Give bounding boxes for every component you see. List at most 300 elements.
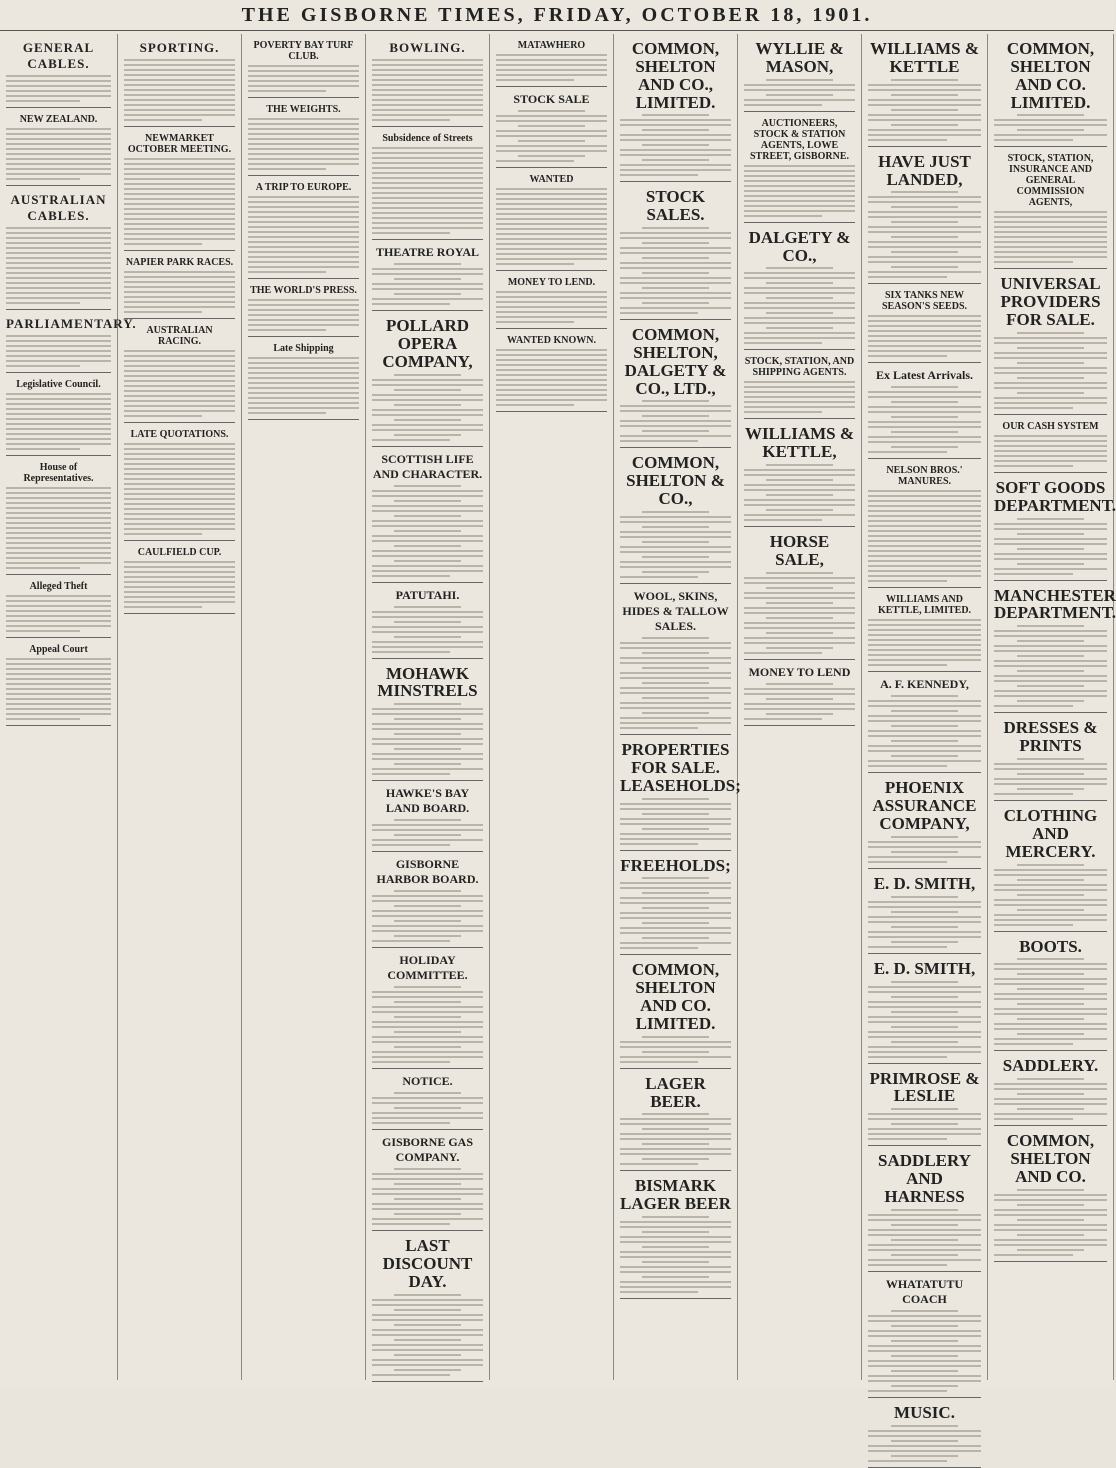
text-line [868, 391, 981, 393]
text-line [766, 282, 833, 284]
text-line [1017, 909, 1085, 911]
article-text-block [372, 986, 483, 1063]
text-line [124, 415, 202, 417]
article-text-block [372, 485, 483, 577]
text-line [868, 1435, 981, 1437]
text-line [6, 562, 111, 564]
article-text-block [620, 1113, 731, 1165]
divider [124, 318, 235, 319]
article-text-block [124, 158, 235, 245]
text-line [394, 920, 461, 922]
text-line [372, 104, 483, 106]
text-line [496, 258, 607, 260]
text-line [6, 688, 111, 690]
text-line [642, 400, 709, 402]
text-line [620, 823, 731, 825]
text-line [372, 1344, 483, 1346]
text-line [994, 1244, 1107, 1246]
text-line [744, 165, 855, 167]
text-line [891, 446, 959, 448]
article-text-block [994, 1189, 1107, 1256]
article-text-block [620, 877, 731, 949]
text-line [124, 311, 202, 313]
text-line [891, 911, 959, 913]
text-line [124, 198, 235, 200]
text-line [868, 276, 947, 278]
text-line [124, 443, 235, 445]
text-line [124, 233, 235, 235]
article-text-block [620, 114, 731, 176]
text-line [766, 494, 833, 496]
text-line [6, 90, 111, 92]
text-line [372, 575, 450, 577]
column-heading: SADDLERY. [1002, 1056, 1099, 1076]
text-line [496, 253, 607, 255]
text-line [394, 1183, 461, 1185]
text-line [868, 1051, 981, 1053]
text-line [6, 658, 111, 660]
article-text-block [744, 79, 855, 106]
text-line [1017, 392, 1085, 394]
text-line [394, 419, 461, 421]
text-line [496, 263, 574, 265]
divider [620, 447, 731, 448]
text-line [496, 306, 607, 308]
text-line [766, 327, 833, 329]
text-line [868, 700, 981, 702]
divider [868, 1271, 981, 1272]
column-heading: PROPERTIES FOR SALE. LEASEHOLDS; [620, 739, 741, 795]
column-heading: LAST DISCOUNT DAY. [382, 1236, 473, 1291]
text-line [868, 624, 981, 626]
text-line [620, 833, 731, 835]
text-line [372, 192, 483, 194]
divider [994, 931, 1107, 932]
text-line [868, 216, 981, 218]
text-line [394, 819, 461, 821]
text-line [372, 1334, 483, 1336]
text-line [620, 843, 698, 845]
article-text-block [868, 490, 981, 582]
text-line [248, 271, 326, 273]
text-line [372, 646, 483, 648]
text-line [124, 109, 235, 111]
text-line [891, 79, 959, 81]
text-line [372, 94, 483, 96]
column-heading: SCOTTISH LIFE AND CHARACTER. [372, 451, 483, 481]
text-line [868, 1046, 981, 1048]
text-line [394, 374, 461, 376]
text-line [994, 226, 1107, 228]
text-line [868, 1380, 981, 1382]
text-line [124, 463, 235, 465]
text-line [620, 808, 731, 810]
text-line [620, 1271, 731, 1273]
text-line [744, 622, 855, 624]
article-text-block [6, 128, 111, 180]
text-line [642, 1216, 709, 1218]
text-line [496, 203, 607, 205]
text-line [124, 513, 235, 515]
text-line [620, 902, 731, 904]
text-line [372, 525, 483, 527]
column-heading: AUSTRALIAN CABLES. [10, 192, 107, 223]
divider [124, 613, 235, 614]
text-line [994, 119, 1107, 121]
divider [994, 712, 1107, 713]
text-line [744, 469, 855, 471]
text-line [372, 1051, 483, 1053]
text-line [642, 144, 709, 146]
text-line [124, 99, 235, 101]
text-line [642, 892, 709, 894]
column-heading: HOLIDAY COMMITTEE. [387, 953, 468, 983]
text-line [248, 266, 359, 268]
text-line [642, 798, 709, 800]
text-line [620, 292, 731, 294]
article-text-block [372, 819, 483, 846]
text-line [642, 1246, 709, 1248]
text-line [744, 332, 855, 334]
divider [6, 725, 111, 726]
text-line [394, 530, 461, 532]
text-line [744, 287, 855, 289]
divider [372, 947, 483, 948]
text-line [6, 173, 111, 175]
text-line [766, 464, 833, 466]
column-heading: GISBORNE GAS COMPANY. [381, 1135, 474, 1165]
text-line [248, 70, 359, 72]
text-line [124, 576, 235, 578]
text-line [994, 573, 1073, 575]
divider [994, 1050, 1107, 1051]
text-line [620, 425, 731, 427]
text-line [372, 910, 483, 912]
text-line [1017, 1078, 1085, 1080]
column-5 [490, 34, 614, 1380]
text-line [994, 450, 1107, 452]
text-line [994, 553, 1107, 555]
text-line [891, 1325, 959, 1327]
text-line [994, 211, 1107, 213]
text-line [868, 134, 981, 136]
text-line [6, 75, 111, 77]
text-line [372, 570, 483, 572]
text-line [6, 668, 111, 670]
text-line [744, 175, 855, 177]
text-line [6, 663, 111, 665]
text-line [372, 555, 483, 557]
text-line [394, 718, 461, 720]
text-line [6, 267, 111, 269]
text-line [124, 375, 235, 377]
text-line [868, 861, 947, 863]
column-heading: WANTED KNOWN. [507, 335, 596, 346]
article-text-block [620, 400, 731, 442]
text-line [766, 297, 833, 299]
article-text-block [744, 683, 855, 720]
text-line [994, 337, 1107, 339]
text-line [620, 727, 698, 729]
text-line [372, 996, 483, 998]
text-line [248, 75, 359, 77]
text-line [994, 402, 1107, 404]
text-line [868, 545, 981, 547]
text-line [248, 382, 359, 384]
text-line [248, 118, 359, 120]
text-line [372, 1208, 483, 1210]
text-line [620, 917, 731, 919]
text-line [372, 723, 483, 725]
text-line [642, 682, 709, 684]
text-line [6, 287, 111, 289]
text-line [248, 231, 359, 233]
text-line [868, 654, 981, 656]
text-line [496, 321, 574, 323]
text-line [124, 119, 202, 121]
text-line [248, 226, 359, 228]
text-line [124, 178, 235, 180]
text-line [868, 1264, 947, 1266]
text-line [868, 580, 947, 582]
article-text-block [868, 191, 981, 278]
text-line [868, 1113, 981, 1115]
text-line [868, 1021, 981, 1023]
text-line [6, 423, 111, 425]
text-line [248, 211, 359, 213]
column-heading: HAVE JUST LANDED, [878, 151, 971, 189]
text-line [248, 216, 359, 218]
divider [6, 637, 111, 638]
text-line [372, 1223, 450, 1225]
text-line [868, 619, 981, 621]
text-line [248, 80, 359, 82]
text-line [620, 139, 731, 141]
text-line [994, 998, 1107, 1000]
text-line [620, 247, 731, 249]
text-line [496, 384, 607, 386]
text-line [994, 695, 1107, 697]
text-line [248, 251, 359, 253]
text-line [1017, 563, 1085, 565]
text-line [1017, 377, 1085, 379]
text-line [620, 803, 731, 805]
text-line [766, 94, 833, 96]
text-line [868, 1118, 981, 1120]
text-line [642, 114, 709, 116]
text-line [248, 153, 359, 155]
divider [496, 270, 607, 271]
article-text-block [994, 758, 1107, 795]
text-line [248, 392, 359, 394]
text-line [248, 236, 359, 238]
text-line [868, 715, 981, 717]
text-line [868, 525, 981, 527]
text-line [642, 1158, 709, 1160]
text-line [620, 174, 698, 176]
text-line [642, 129, 709, 131]
text-line [868, 906, 981, 908]
text-line [868, 411, 981, 413]
text-line [620, 912, 731, 914]
divider [868, 1397, 981, 1398]
text-line [372, 495, 483, 497]
text-line [496, 160, 574, 162]
column-heading: PARLIAMENTARY. [6, 316, 137, 331]
article-text-block [994, 518, 1107, 575]
text-line [994, 236, 1107, 238]
text-line [394, 1309, 461, 1311]
text-line [891, 416, 959, 418]
text-line [868, 84, 981, 86]
article-text-block [994, 435, 1107, 467]
column-heading: STOCK, STATION, INSURANCE AND GENERAL COMMISSION AGENTS, [1007, 153, 1094, 209]
text-line [868, 931, 981, 933]
text-line [372, 1102, 483, 1104]
text-line [372, 424, 483, 426]
text-line [394, 1198, 461, 1200]
text-line [620, 521, 731, 523]
text-line [994, 342, 1107, 344]
text-line [6, 232, 111, 234]
column-heading: BOOTS. [1019, 936, 1082, 956]
text-line [124, 355, 235, 357]
text-line [496, 213, 607, 215]
text-line [372, 940, 450, 942]
text-line [394, 278, 461, 280]
divider [994, 580, 1107, 581]
text-line [372, 114, 483, 116]
text-line [124, 410, 235, 412]
text-line [891, 191, 959, 193]
text-line [642, 287, 709, 289]
text-line [1017, 114, 1085, 116]
text-line [620, 267, 731, 269]
text-line [994, 460, 1107, 462]
text-line [6, 537, 111, 539]
text-line [744, 337, 855, 339]
text-line [868, 114, 981, 116]
text-line [868, 426, 981, 428]
text-line [744, 627, 855, 629]
text-line [744, 195, 855, 197]
text-line [620, 164, 731, 166]
text-line [994, 1083, 1107, 1085]
text-line [372, 157, 483, 159]
text-line [124, 223, 235, 225]
text-line [124, 79, 235, 81]
column-heading: A TRIP TO EUROPE. [255, 182, 352, 193]
text-line [868, 535, 981, 537]
text-line [868, 629, 981, 631]
article-text-block [6, 487, 111, 569]
text-line [372, 414, 483, 416]
text-line [372, 89, 483, 91]
divider [372, 658, 483, 659]
text-line [372, 1011, 483, 1013]
text-line [994, 523, 1107, 525]
text-line [620, 1133, 731, 1135]
text-line [868, 540, 981, 542]
text-line [124, 69, 235, 71]
text-line [642, 242, 709, 244]
text-line [994, 1023, 1107, 1025]
text-line [620, 687, 731, 689]
article-text-block [620, 511, 731, 578]
divider [744, 349, 855, 350]
divider [868, 1063, 981, 1064]
text-line [124, 533, 202, 535]
divider [372, 239, 483, 240]
text-line [6, 600, 111, 602]
text-line [744, 322, 855, 324]
text-line [642, 907, 709, 909]
text-line [124, 591, 235, 593]
text-line [6, 610, 111, 612]
text-line [994, 660, 1107, 662]
text-line [744, 406, 855, 408]
text-line [891, 236, 959, 238]
text-line [744, 703, 855, 705]
text-line [6, 138, 111, 140]
text-line [124, 518, 235, 520]
text-line [6, 408, 111, 410]
text-line [642, 1128, 709, 1130]
text-line [124, 64, 235, 66]
text-line [124, 59, 235, 61]
article-text-block [372, 1168, 483, 1225]
text-line [372, 232, 450, 234]
text-line [1017, 548, 1085, 550]
column-heading: SADDLERY AND HARNESS [878, 1151, 971, 1206]
text-line [372, 490, 483, 492]
text-line [620, 1236, 731, 1238]
text-line [620, 1266, 731, 1268]
text-line [372, 1026, 483, 1028]
text-line [394, 263, 461, 265]
column-heading: GISBORNE HARBOR BOARD. [376, 857, 479, 887]
text-line [248, 329, 326, 331]
divider [868, 146, 981, 147]
text-line [891, 851, 959, 853]
text-line [642, 1036, 709, 1038]
column-heading: STOCK SALE [513, 92, 590, 106]
text-line [6, 630, 80, 632]
text-line [372, 844, 450, 846]
text-line [372, 1304, 483, 1306]
divider [620, 1170, 731, 1171]
text-line [744, 210, 855, 212]
column-heading: Appeal Court [29, 644, 88, 655]
text-line [620, 232, 731, 234]
text-line [372, 1122, 450, 1124]
article-text-block [6, 393, 111, 450]
column-heading: COMMON, SHELTON AND CO., LIMITED. [631, 39, 720, 112]
text-line [1017, 362, 1085, 364]
text-line [620, 1286, 731, 1288]
text-line [372, 69, 483, 71]
text-line [6, 360, 111, 362]
article-text-block [372, 890, 483, 942]
text-line [642, 667, 709, 669]
text-line [124, 468, 235, 470]
text-line [124, 286, 235, 288]
divider [496, 86, 607, 87]
text-line [868, 1460, 947, 1462]
text-line [994, 1239, 1107, 1241]
text-line [994, 1103, 1107, 1105]
text-line [372, 217, 483, 219]
